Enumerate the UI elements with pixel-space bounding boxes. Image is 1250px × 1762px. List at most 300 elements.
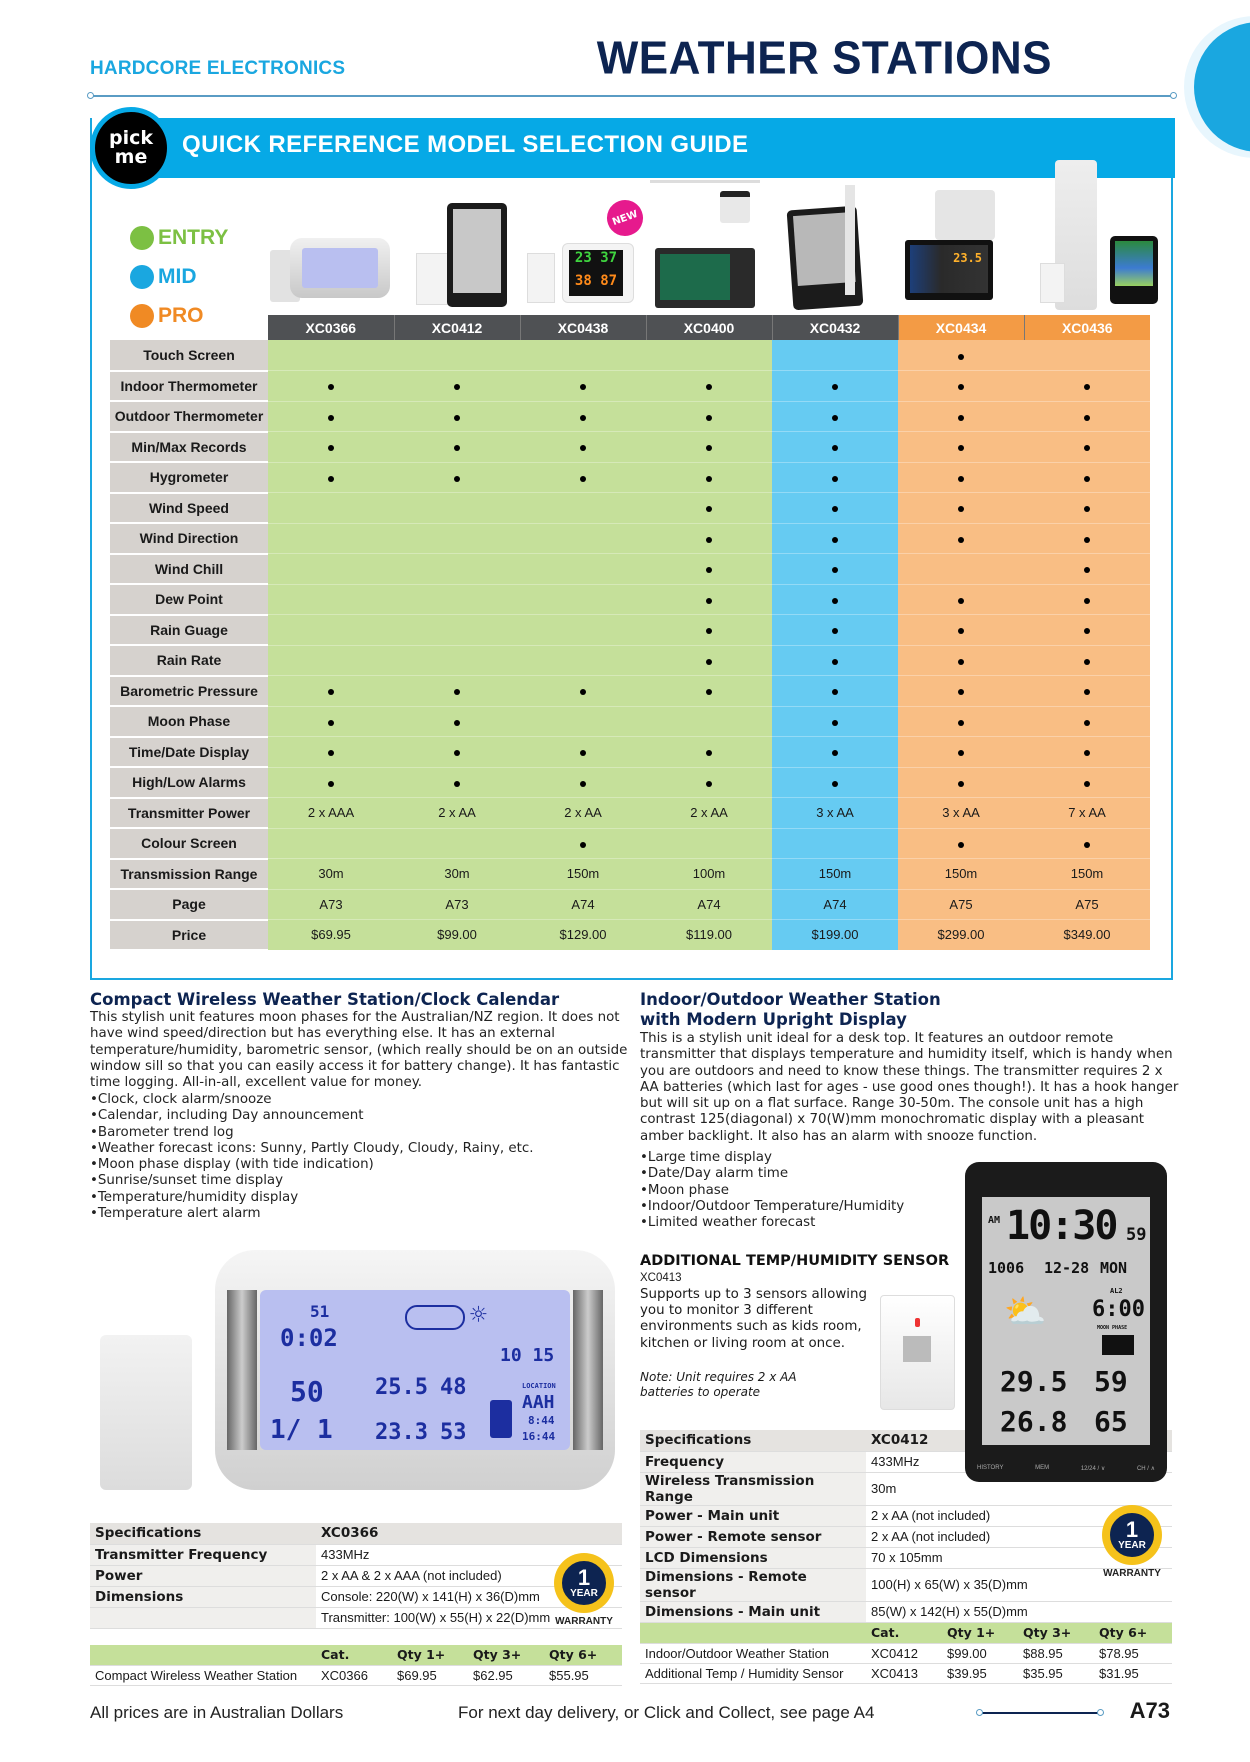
- feature-cell-xc0434: [898, 737, 1024, 768]
- feature-cell-xc0400: [646, 371, 772, 402]
- product1-features: [90, 1092, 630, 1222]
- feature-check-dot-icon: [706, 415, 712, 421]
- feature-cell-xc0400: [646, 554, 772, 585]
- xc0366-price-table: [90, 1645, 622, 1686]
- feature-cell-xc0436: [1024, 737, 1150, 768]
- feature-cell-xc0434: 150m: [898, 859, 1024, 890]
- lcd-time: 0:02: [280, 1324, 338, 1352]
- feature-label: Rain Rate: [110, 645, 268, 676]
- feature-cell-xc0412: [394, 676, 520, 707]
- legend-label: ENTRY: [158, 225, 229, 249]
- feature-cell-xc0434: 3 x AA: [898, 798, 1024, 829]
- xc0400-thumbnail-image: [655, 248, 755, 308]
- feature-cell-xc0412: [394, 828, 520, 859]
- spec-key: [90, 1607, 316, 1628]
- delivery-note: For next day delivery, or Click and Collect, see page A4: [458, 1703, 875, 1722]
- feature-cell-xc0366: [268, 432, 394, 463]
- feature-cell-xc0400: [646, 615, 772, 646]
- feature-row: [110, 920, 1150, 951]
- side-buttons-right: [573, 1290, 603, 1450]
- feature-cell-xc0432: [772, 432, 898, 463]
- feature-cell-xc0432: [772, 401, 898, 432]
- feature-label: Colour Screen: [110, 828, 268, 859]
- feature-label: Barometric Pressure: [110, 676, 268, 707]
- feature-check-dot-icon: [958, 842, 964, 848]
- feature-item: • Calendar, including Day announcement: [90, 1108, 630, 1124]
- feature-label: Price: [110, 920, 268, 951]
- spec-row: [90, 1586, 622, 1607]
- new-badge: NEW: [599, 192, 650, 243]
- price-header-cat: Cat.: [866, 1623, 942, 1643]
- feature-label: High/Low Alarms: [110, 767, 268, 798]
- feature-check-dot-icon: [454, 415, 460, 421]
- feature-cell-xc0438: [520, 554, 646, 585]
- feature-cell-xc0434: A75: [898, 889, 1024, 920]
- feature-cell-xc0366: [268, 767, 394, 798]
- feature-cell-xc0400: A74: [646, 889, 772, 920]
- price-header-qty6: Qty 6+: [1094, 1623, 1172, 1643]
- feature-cell-xc0366: [268, 645, 394, 676]
- col-header-xc0412: XC0412: [394, 315, 520, 340]
- feature-cell-xc0400: $119.00: [646, 920, 772, 951]
- pick-me-line2: me: [114, 146, 148, 168]
- spec-key: Frequency: [640, 1451, 866, 1472]
- feature-check-dot-icon: [832, 781, 838, 787]
- addon-title: ADDITIONAL TEMP/HUMIDITY SENSOR: [640, 1253, 950, 1269]
- feature-cell-xc0436: [1024, 706, 1150, 737]
- price-header-row: [90, 1645, 622, 1665]
- feature-cell-xc0432: [772, 615, 898, 646]
- lcd-location: AAH: [522, 1392, 555, 1413]
- price-qty3: $62.95: [468, 1665, 544, 1685]
- mode-down-button-label: 12/24 / ∨: [1080, 1466, 1106, 1472]
- col-header-xc0434: XC0434: [898, 315, 1024, 340]
- feature-check-dot-icon: [958, 384, 964, 390]
- spec-key: Dimensions - Remote sensor: [640, 1568, 866, 1601]
- side-buttons-left: [227, 1290, 257, 1450]
- feature-cell-xc0434: [898, 645, 1024, 676]
- product2-description: This is a stylish unit ideal for a desk top. It features an outdoor remote transmitter that displays temperature and humidity itself, which is handy when you are outdoors and need to know these things. The transmitter requires 2 x AA batteries (which last for ages - use good ones though!). It has a hook hanger but will sit up on a flat surface. Range 30-50m. The console unit has a high contrast 125(diagonal) x 70(W)mm monochromatic display with a pleasant amber backlight. It also has an alarm with snooze function.: [640, 1031, 1179, 1144]
- feature-cell-xc0366: A73: [268, 889, 394, 920]
- device-button-row: [977, 1465, 1155, 1472]
- feature-check-dot-icon: [706, 476, 712, 482]
- xc0366-lcd-display: [260, 1290, 570, 1450]
- lcd-outdoor-temp: 23.3: [375, 1420, 428, 1445]
- feature-cell-xc0432: [772, 767, 898, 798]
- spec-row: [90, 1544, 622, 1565]
- feature-cell-xc0400: [646, 401, 772, 432]
- feature-row: [110, 401, 1150, 432]
- feature-cell-xc0438: [520, 645, 646, 676]
- feature-check-dot-icon: [958, 689, 964, 695]
- feature-check-dot-icon: [1084, 659, 1090, 665]
- feature-cell-xc0436: [1024, 828, 1150, 859]
- feature-check-dot-icon: [580, 750, 586, 756]
- feature-check-dot-icon: [580, 781, 586, 787]
- feature-cell-xc0432: [772, 371, 898, 402]
- spec-key: Transmitter Frequency: [90, 1544, 316, 1565]
- feature-check-dot-icon: [454, 384, 460, 390]
- warranty-seal-icon: [557, 1556, 611, 1610]
- feature-check-dot-icon: [832, 384, 838, 390]
- feature-item: • Temperature alert alarm: [90, 1206, 630, 1222]
- feature-cell-xc0434: [898, 493, 1024, 524]
- feature-check-dot-icon: [1084, 598, 1090, 604]
- lcd-outdoor-temp: 29.5: [1000, 1365, 1068, 1398]
- feature-cell-xc0436: [1024, 523, 1150, 554]
- feature-cell-xc0366: [268, 828, 394, 859]
- feature-cell-xc0436: [1024, 401, 1150, 432]
- feature-cell-xc0434: [898, 523, 1024, 554]
- feature-check-dot-icon: [1084, 720, 1090, 726]
- xc0434-thumbnail-image: 23.5: [905, 240, 993, 300]
- feature-cell-xc0434: [898, 340, 1024, 371]
- feature-item: • Temperature/humidity display: [90, 1190, 630, 1206]
- feature-check-dot-icon: [1084, 781, 1090, 787]
- feature-cell-xc0412: [394, 432, 520, 463]
- feature-row: [110, 798, 1150, 829]
- feature-cell-xc0366: 2 x AAA: [268, 798, 394, 829]
- lcd-am: AM: [988, 1215, 1001, 1226]
- addon-description: Supports up to 3 sensors allowing you to monitor 3 different environments such as kids room, kitchen or living room at once.: [640, 1287, 867, 1351]
- feature-check-dot-icon: [832, 720, 838, 726]
- legend-label: MID: [158, 264, 197, 288]
- feature-check-dot-icon: [958, 476, 964, 482]
- feature-label: Touch Screen: [110, 340, 268, 371]
- feature-check-dot-icon: [706, 689, 712, 695]
- price-cat: XC0413: [866, 1663, 942, 1683]
- feature-check-dot-icon: [1084, 415, 1090, 421]
- feature-row: [110, 462, 1150, 493]
- feature-check-dot-icon: [832, 476, 838, 482]
- xc0413-sensor-image: [880, 1295, 955, 1410]
- forecast-cloud-icon: [405, 1305, 465, 1330]
- feature-check-dot-icon: [706, 750, 712, 756]
- feature-check-dot-icon: [328, 689, 334, 695]
- feature-cell-xc0432: [772, 828, 898, 859]
- col-header-xc0366: XC0366: [268, 315, 394, 340]
- xc0412-sensor-image: [416, 253, 448, 305]
- feature-check-dot-icon: [832, 598, 838, 604]
- feature-cell-xc0412: [394, 645, 520, 676]
- feature-label: Wind Chill: [110, 554, 268, 585]
- feature-item: • Indoor/Outdoor Temperature/Humidity: [640, 1199, 940, 1215]
- col-header-xc0432: XC0432: [772, 315, 898, 340]
- feature-cell-xc0412: [394, 340, 520, 371]
- warranty-label: WARRANTY: [555, 1616, 613, 1627]
- spec-key: Dimensions - Main unit: [640, 1601, 866, 1622]
- spec-value: 2 x AA (not included): [866, 1505, 1172, 1526]
- feature-check-dot-icon: [328, 476, 334, 482]
- feature-cell-xc0438: [520, 371, 646, 402]
- channel-up-button-label: CH / ∧: [1136, 1466, 1155, 1472]
- xc0412-product-image: [965, 1162, 1167, 1482]
- feature-check-dot-icon: [454, 689, 460, 695]
- feature-cell-xc0432: [772, 676, 898, 707]
- feature-check-dot-icon: [1084, 689, 1090, 695]
- xc0366-thumbnail-image: [290, 238, 390, 298]
- brand-name: HARDCORE ELECTRONICS: [90, 58, 346, 79]
- price-row: [640, 1663, 1172, 1683]
- feature-label: Wind Direction: [110, 523, 268, 554]
- spec-value: 100(H) x 65(W) x 35(D)mm: [866, 1568, 1172, 1601]
- feature-cell-xc0436: [1024, 340, 1150, 371]
- lcd-indoor-temp: 25.5: [375, 1375, 428, 1400]
- feature-check-dot-icon: [580, 476, 586, 482]
- feature-cell-xc0436: [1024, 615, 1150, 646]
- feature-cell-xc0400: [646, 828, 772, 859]
- product2-title: [640, 990, 941, 1030]
- footer-dot-left: [976, 1709, 983, 1716]
- product1-title: Compact Wireless Weather Station/Clock Calendar: [90, 990, 560, 1009]
- feature-cell-xc0432: [772, 554, 898, 585]
- legend-label: PRO: [158, 303, 204, 327]
- feature-item: • Moon phase: [640, 1183, 940, 1199]
- moon-phase-icon: [490, 1400, 512, 1438]
- spec-value: Console: 220(W) x 141(H) x 36(D)mm: [316, 1586, 622, 1607]
- feature-cell-xc0434: [898, 676, 1024, 707]
- spec-key: Dimensions: [90, 1586, 316, 1607]
- entry-dot-icon: [130, 226, 154, 250]
- selection-guide-title: QUICK REFERENCE MODEL SELECTION GUIDE: [182, 131, 749, 158]
- feature-cell-xc0434: [898, 828, 1024, 859]
- feature-cell-xc0438: [520, 615, 646, 646]
- feature-check-dot-icon: [1084, 506, 1090, 512]
- price-cat: XC0366: [316, 1665, 392, 1685]
- lcd-value: 1/ 1: [270, 1415, 333, 1445]
- price-header-qty1: Qty 1+: [942, 1623, 1018, 1643]
- feature-item: • Weather forecast icons: Sunny, Partly Cloudy, Cloudy, Rainy, etc.: [90, 1141, 630, 1157]
- feature-cell-xc0412: [394, 523, 520, 554]
- xc0436-sensor-image: [1040, 263, 1065, 303]
- product2-features: [640, 1150, 940, 1231]
- feature-label: Page: [110, 889, 268, 920]
- feature-cell-xc0412: [394, 401, 520, 432]
- feature-cell-xc0366: $69.95: [268, 920, 394, 951]
- feature-cell-xc0366: [268, 401, 394, 432]
- feature-item: • Large time display: [640, 1150, 940, 1166]
- feature-cell-xc0432: [772, 340, 898, 371]
- warranty-label: WARRANTY: [1103, 1568, 1161, 1579]
- price-row: [640, 1643, 1172, 1663]
- feature-cell-xc0436: [1024, 584, 1150, 615]
- feature-check-dot-icon: [706, 445, 712, 451]
- feature-label: Transmission Range: [110, 859, 268, 890]
- feature-cell-xc0412: [394, 584, 520, 615]
- feature-check-dot-icon: [958, 659, 964, 665]
- feature-cell-xc0436: 7 x AA: [1024, 798, 1150, 829]
- feature-row: [110, 615, 1150, 646]
- feature-cell-xc0434: [898, 371, 1024, 402]
- feature-cell-xc0412: $99.00: [394, 920, 520, 951]
- footer-dot-right: [1097, 1709, 1104, 1716]
- feature-cell-xc0412: [394, 554, 520, 585]
- feature-cell-xc0436: A75: [1024, 889, 1150, 920]
- lcd-date: 12-28: [1044, 1259, 1090, 1277]
- footer-divider: [980, 1712, 1100, 1714]
- feature-label: Moon Phase: [110, 706, 268, 737]
- legend-entry: [130, 218, 228, 257]
- feature-cell-xc0412: [394, 493, 520, 524]
- forecast-sun-icon: ☼: [470, 1298, 487, 1331]
- feature-cell-xc0436: [1024, 493, 1150, 524]
- feature-label: Outdoor Thermometer: [110, 401, 268, 432]
- feature-check-dot-icon: [328, 384, 334, 390]
- feature-cell-xc0432: [772, 462, 898, 493]
- feature-check-dot-icon: [832, 537, 838, 543]
- xc0412-thumbnail-image: [447, 203, 507, 307]
- lcd-alarm-time: 6:00: [1092, 1297, 1145, 1322]
- feature-check-dot-icon: [958, 598, 964, 604]
- feature-row: [110, 523, 1150, 554]
- feature-check-dot-icon: [706, 567, 712, 573]
- partly-cloudy-icon: ⛅: [1004, 1292, 1047, 1332]
- feature-check-dot-icon: [328, 750, 334, 756]
- feature-cell-xc0400: [646, 645, 772, 676]
- spec-row: [640, 1547, 1172, 1568]
- feature-cell-xc0400: [646, 767, 772, 798]
- price-qty6: $78.95: [1094, 1643, 1172, 1663]
- feature-cell-xc0436: $349.00: [1024, 920, 1150, 951]
- warranty-years: 1: [1125, 1517, 1139, 1542]
- feature-cell-xc0400: [646, 493, 772, 524]
- currency-note: All prices are in Australian Dollars: [90, 1703, 344, 1722]
- feature-cell-xc0436: [1024, 645, 1150, 676]
- spec-key: Wireless Transmission Range: [640, 1472, 866, 1505]
- lcd-alarm-label: AL2: [1110, 1287, 1123, 1295]
- feature-check-dot-icon: [1084, 842, 1090, 848]
- feature-check-dot-icon: [580, 689, 586, 695]
- feature-cell-xc0438: 150m: [520, 859, 646, 890]
- feature-check-dot-icon: [958, 750, 964, 756]
- price-header-cat: Cat.: [316, 1645, 392, 1665]
- feature-label: Dew Point: [110, 584, 268, 615]
- feature-cell-xc0366: [268, 554, 394, 585]
- feature-cell-xc0436: [1024, 767, 1150, 798]
- spec-header-model: XC0412: [866, 1430, 1172, 1451]
- feature-check-dot-icon: [1084, 537, 1090, 543]
- feature-check-dot-icon: [958, 537, 964, 543]
- feature-cell-xc0438: [520, 432, 646, 463]
- feature-cell-xc0434: [898, 706, 1024, 737]
- feature-row: [110, 737, 1150, 768]
- feature-row: [110, 371, 1150, 402]
- lcd-time: 10:30: [1006, 1203, 1117, 1249]
- spec-key: LCD Dimensions: [640, 1547, 866, 1568]
- mid-dot-icon: [130, 265, 154, 289]
- feature-check-dot-icon: [832, 415, 838, 421]
- feature-check-dot-icon: [328, 445, 334, 451]
- pick-me-line1: pick: [108, 127, 153, 149]
- feature-row: [110, 859, 1150, 890]
- feature-label: Wind Speed: [110, 493, 268, 524]
- spec-value: 433MHz: [316, 1544, 622, 1565]
- xc0400-sensor-array-image: [650, 180, 760, 225]
- feature-cell-xc0432: [772, 584, 898, 615]
- feature-cell-xc0438: $129.00: [520, 920, 646, 951]
- feature-cell-xc0434: [898, 462, 1024, 493]
- feature-cell-xc0434: [898, 432, 1024, 463]
- feature-row: [110, 584, 1150, 615]
- feature-cell-xc0438: [520, 706, 646, 737]
- feature-cell-xc0438: [520, 584, 646, 615]
- price-qty6: $31.95: [1094, 1663, 1172, 1683]
- feature-item: • Barometer trend log: [90, 1125, 630, 1141]
- feature-item: • Moon phase display (with tide indication): [90, 1157, 630, 1173]
- feature-item: • Date/Day alarm time: [640, 1166, 940, 1182]
- feature-cell-xc0412: [394, 615, 520, 646]
- feature-check-dot-icon: [1084, 567, 1090, 573]
- lcd-value: 51: [310, 1302, 330, 1321]
- lcd-seconds: 59: [1126, 1225, 1147, 1245]
- price-qty6: $55.95: [544, 1665, 622, 1685]
- price-qty1: $39.95: [942, 1663, 1018, 1683]
- feature-cell-xc0366: [268, 523, 394, 554]
- feature-cell-xc0366: [268, 676, 394, 707]
- model-comparison-table: [110, 315, 1150, 951]
- feature-check-dot-icon: [1084, 476, 1090, 482]
- feature-row: [110, 493, 1150, 524]
- xc0412-warranty-badge: [1100, 1508, 1164, 1579]
- feature-cell-xc0400: [646, 706, 772, 737]
- feature-check-dot-icon: [958, 781, 964, 787]
- feature-check-dot-icon: [958, 445, 964, 451]
- feature-check-dot-icon: [706, 781, 712, 787]
- feature-row: [110, 554, 1150, 585]
- col-header-xc0438: XC0438: [520, 315, 646, 340]
- price-row: [90, 1665, 622, 1685]
- feature-check-dot-icon: [328, 415, 334, 421]
- pick-me-badge: [90, 107, 172, 189]
- feature-cell-xc0432: [772, 523, 898, 554]
- xc0438-thumbnail-image: 23 37 38 87: [562, 243, 634, 303]
- warranty-unit: YEAR: [570, 1588, 598, 1599]
- xc0412-lcd-display: [982, 1197, 1150, 1445]
- feature-check-dot-icon: [706, 628, 712, 634]
- price-qty3: $35.95: [1018, 1663, 1094, 1683]
- price-product-name: Additional Temp / Humidity Sensor: [640, 1663, 866, 1683]
- spec-header-label: Specifications: [90, 1523, 316, 1544]
- lcd-outdoor-humidity: 59: [1094, 1365, 1128, 1398]
- price-product-name: Indoor/Outdoor Weather Station: [640, 1643, 866, 1663]
- feature-cell-xc0434: $299.00: [898, 920, 1024, 951]
- feature-cell-xc0436: [1024, 676, 1150, 707]
- feature-check-dot-icon: [832, 567, 838, 573]
- feature-cell-xc0400: 2 x AA: [646, 798, 772, 829]
- addon-note: Note: Unit requires 2 x AA batteries to operate: [640, 1370, 797, 1399]
- feature-cell-xc0366: [268, 737, 394, 768]
- feature-cell-xc0436: [1024, 432, 1150, 463]
- feature-cell-xc0438: [520, 676, 646, 707]
- feature-cell-xc0436: [1024, 371, 1150, 402]
- price-product-name: Compact Wireless Weather Station: [90, 1665, 316, 1685]
- lcd-outdoor-humidity: 53: [440, 1420, 467, 1445]
- spec-value: 30m: [866, 1472, 1172, 1505]
- feature-cell-xc0412: [394, 462, 520, 493]
- history-button-label: HISTORY: [977, 1465, 1004, 1471]
- feature-check-dot-icon: [832, 445, 838, 451]
- feature-cell-xc0434: [898, 767, 1024, 798]
- xc0366-transmitter-image: [100, 1335, 192, 1490]
- lcd-indoor-humidity: 48: [440, 1375, 467, 1400]
- model-header-row: [110, 315, 1150, 340]
- feature-label: Transmitter Power: [110, 798, 268, 829]
- feature-cell-xc0434: [898, 401, 1024, 432]
- lcd-moon-label: MOON PHASE: [1097, 1325, 1128, 1331]
- feature-cell-xc0400: [646, 676, 772, 707]
- feature-check-dot-icon: [832, 506, 838, 512]
- feature-check-dot-icon: [328, 720, 334, 726]
